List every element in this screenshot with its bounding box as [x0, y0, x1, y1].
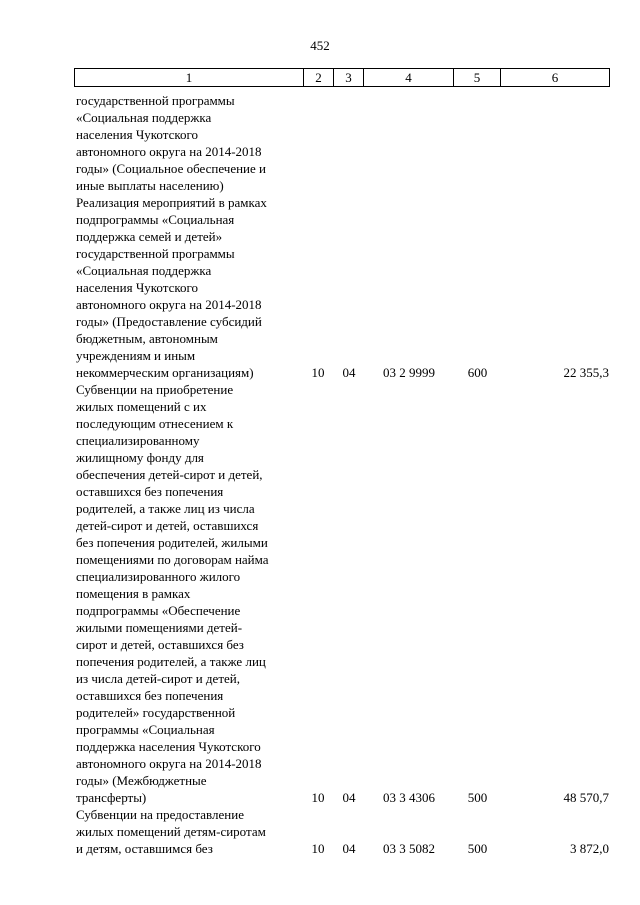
- column-header-2: 2: [304, 69, 334, 87]
- expense-type-code: 500: [467, 841, 488, 856]
- column-header-1: 1: [75, 69, 304, 87]
- amount: 3 872,0: [570, 841, 609, 856]
- column-header-table: [74, 68, 610, 87]
- row-description: Субвенции на предоставление жилых помещений детям-сиротам и детям, оставшимся без: [76, 807, 266, 856]
- table-row: [0, 381, 640, 806]
- column-header-row: [75, 69, 610, 87]
- row-description: государственной программы «Социальная поддержка населения Чукотского автономного округа на 2014-2018 годы» (Социальное обеспечение и иные выплаты населению): [76, 93, 266, 193]
- column-header-5: 5: [454, 69, 501, 87]
- table-row: [0, 806, 640, 857]
- expense-type-code: 600: [467, 365, 488, 380]
- table-row: [0, 92, 640, 194]
- amount: 22 355,3: [563, 365, 609, 380]
- column-header-3: 3: [334, 69, 364, 87]
- page-number: 452: [310, 38, 330, 53]
- subsection-code: 04: [342, 365, 356, 380]
- row-description: Субвенции на приобретение жилых помещений с их последующим отнесением к специализированному жилищному фонду для обеспечения детей-сирот и детей, оставшихся без попечения родителей, а также лиц из числа детей-сирот и детей, оставшихся без попечения родителей, жилыми помещениями по договорам найма специализированного жилого помещения в рамках подпрограммы «Обеспечение жилыми помещениями детей- сирот и детей, оставшихся без попечения родителей, а также лиц из числа детей-сирот и детей, оставшихся без попечения родителей» государственной программы «Социальная поддержка населения Чукотского автономного округа на 2014-2018 годы» (Межбюджетные трансферты): [76, 382, 269, 805]
- subsection-code: 04: [342, 841, 356, 856]
- subsection-code: 04: [342, 790, 356, 805]
- target-article-code: 03 3 5082: [383, 841, 435, 856]
- section-code: 10: [311, 365, 325, 380]
- expense-type-code: 500: [467, 790, 488, 805]
- row-description: Реализация мероприятий в рамках подпрограммы «Социальная поддержка семей и детей» государственной программы «Социальная поддержка населения Чукотского автономного округа на 2014-2018 годы» (Предоставление субсидий бюджетным, автономным учреждениям и иным некоммерческим организациям): [76, 195, 267, 380]
- amount: 48 570,7: [563, 790, 609, 805]
- target-article-code: 03 3 4306: [383, 790, 435, 805]
- column-header-4: 4: [364, 69, 454, 87]
- section-code: 10: [311, 790, 325, 805]
- target-article-code: 03 2 9999: [383, 365, 435, 380]
- section-code: 10: [311, 841, 325, 856]
- column-header-6: 6: [501, 69, 610, 87]
- budget-rows: [0, 92, 640, 857]
- table-row: [0, 194, 640, 381]
